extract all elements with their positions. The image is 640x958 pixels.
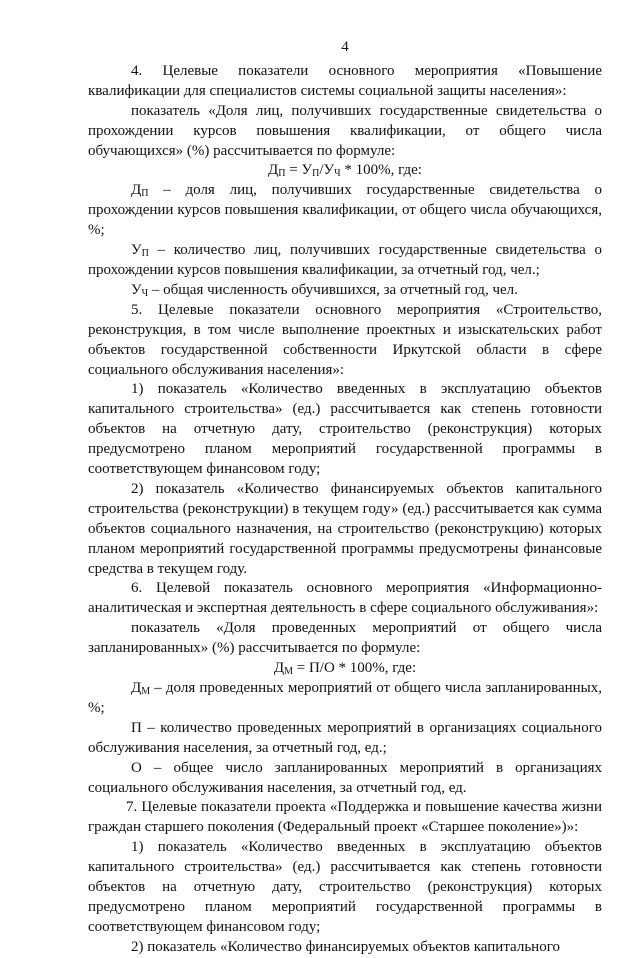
paragraph-section-4: 4. Целевые показатели основного мероприятия «Повышение квалификации для специалистов системы социальной защиты населения»: [88, 62, 602, 99]
paragraph-def-o: О – общее число запланированных мероприятий в организациях социального обслуживания населения, за отчетный год, ед. [88, 759, 602, 796]
document-page [88, 38, 602, 958]
formula-2-symbol: Д [273, 660, 285, 677]
paragraph-def-uch [88, 281, 602, 301]
formula-1-sub-c: Ч [334, 168, 341, 180]
def-symbol: У [131, 242, 142, 259]
formula-1-symbol: Д [268, 162, 279, 179]
paragraph-section-6: 6. Целевой показатель основного мероприятия «Информационно-аналитическая и экспертная деятельность в сфере социального обслуживания»: [88, 580, 602, 617]
def-text: – количество лиц, получивших государственные свидетельства о прохождении курсов повышения квалификации, за отчетный год, чел.; [88, 242, 602, 278]
paragraph-item-1b: 1) показатель «Количество введенных в эксплуатацию объектов капитального строительства» (ед.) рассчитывается как степень готовности объектов на отчетную дату, строительство (реконструкция) которых предусмотрено планом мероприятий государственной программы в соответствующем финансовом году; [88, 839, 602, 935]
def-sub: П [141, 188, 149, 200]
def-sub: П [141, 248, 149, 260]
page-number: 4 [341, 39, 349, 55]
paragraph-section-5: 5. Целевые показатели основного мероприятия «Строительство, реконструкция, в том числе выполнение проектных и изыскательских работ объектов государственной собственности Иркутской области в сфере социального обслуживания населения»: [88, 301, 602, 378]
formula-1-tail: * 100%, где: [340, 162, 422, 179]
formula-2 [88, 659, 602, 679]
formula-1-slash: /У [319, 162, 335, 179]
def-text: – доля проведенных мероприятий от общего числа запланированных, %; [88, 680, 602, 716]
def-text: – доля лиц, получивших государственные свидетельства о прохождении курсов повышения квалификации, от общего числа обучающихся, %; [88, 182, 602, 239]
paragraph-def-dm [88, 679, 602, 719]
def-symbol: У [131, 281, 142, 298]
formula-2-sub: М [284, 666, 293, 678]
def-sub: М [141, 686, 151, 697]
def-text: – общая численность обучившихся, за отчетный год, чел. [148, 281, 518, 298]
paragraph-def-up [88, 241, 602, 281]
formula-1-sub-u: П [312, 168, 320, 180]
def-sub: Ч [141, 287, 149, 299]
paragraph-indicator-events: показатель «Доля проведенных мероприятий от общего числа запланированных» (%) рассчитывается по формуле: [88, 620, 602, 657]
formula-1-eq: = У [285, 162, 313, 179]
formula-2-tail: = П/О * 100%, где: [292, 660, 417, 677]
paragraph-section-7: 7. Целевые показатели проекта «Поддержка и повышение качества жизни граждан старшего поколения (Федеральный проект «Старшее поколение»)»: [88, 799, 602, 836]
paragraph-item-2b: 2) показатель «Количество финансируемых объектов капитального [131, 938, 560, 955]
paragraph-def-p: П – количество проведенных мероприятий в организациях социального обслуживания населения, за отчетный год, ед.; [88, 719, 602, 756]
paragraph-item-2: 2) показатель «Количество финансируемых объектов капитального строительства (реконструкции) в текущем году» (ед.) рассчитывается как сумма объектов социального назначения, на строительство (реконструкцию) которых планом мероприятий государственной программы предусмотрены финансовые средства в текущем году. [88, 480, 602, 577]
paragraph-indicator-share: показатель «Доля лиц, получивших государственные свидетельства о прохождении курсов повышения квалификации, от общего числа обучающихся» (%) рассчитывается по формуле: [88, 102, 602, 159]
paragraph-item-1: 1) показатель «Количество введенных в эксплуатацию объектов капитального строительства» (ед.) рассчитывается как степень готовности объектов на отчетную дату, строительство (реконструкция) которых предусмотрено планом мероприятий государственной программы в соответствующем финансовом году; [88, 381, 602, 478]
def-symbol: Д [131, 680, 142, 696]
formula-1-sub: П [278, 168, 286, 180]
def-symbol: Д [131, 182, 142, 199]
paragraph-def-dp [88, 181, 602, 241]
formula-1 [88, 161, 602, 181]
